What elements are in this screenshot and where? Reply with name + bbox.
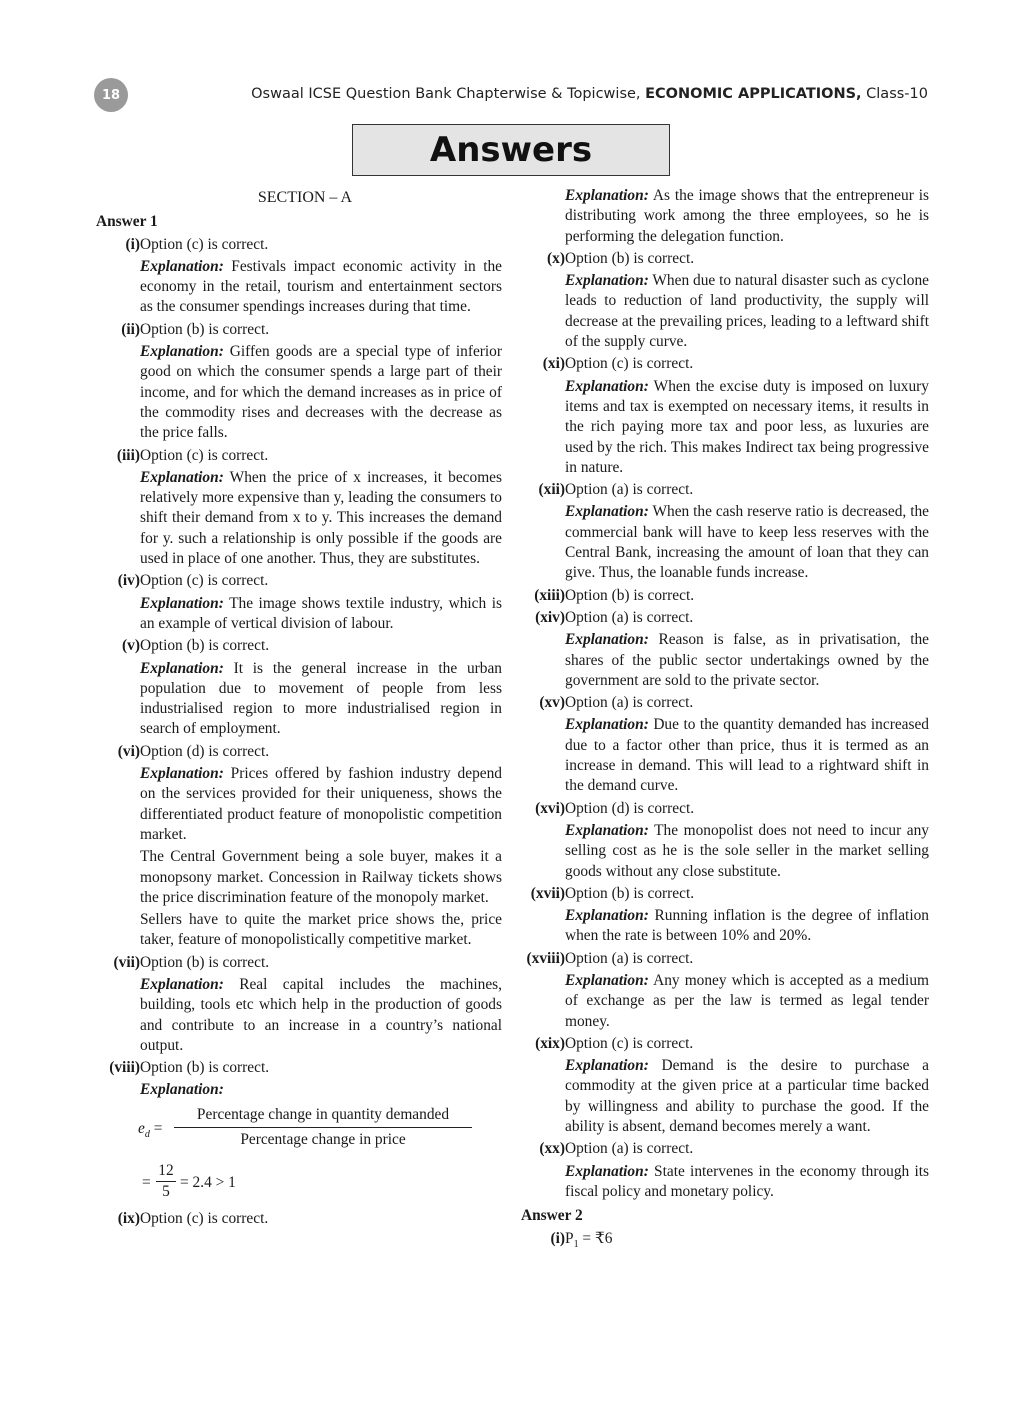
explanation-label: Explanation: — [140, 659, 224, 677]
option-text: Option (b) is correct. — [140, 637, 270, 655]
answer-item — [521, 799, 929, 882]
option-text: Option (d) is correct. — [565, 799, 695, 817]
price-subscript: 1 — [573, 1238, 579, 1250]
answer-item — [96, 446, 502, 570]
item-number: (vi) — [117, 742, 140, 760]
option-text: Option (c) is correct. — [565, 355, 694, 373]
answer-item — [521, 884, 929, 947]
explanation — [521, 1162, 929, 1203]
answer-1-heading: Answer 1 — [96, 213, 158, 231]
explanation-text: Any money which is accepted as a medium of exchange as per the law is termed as legal tender money. — [565, 971, 929, 1030]
explanation-text: Giffen goods are a special type of inferior good on which the consumer spends a large part of their income, and for which the demand increases as in price of the commodity rises and decreases with the decrease as the price falls. — [140, 343, 502, 442]
price-symbol: P — [565, 1229, 574, 1247]
explanation — [96, 468, 502, 569]
explanation-label: Explanation: — [565, 821, 649, 839]
option-text: Option (b) is correct. — [565, 884, 695, 902]
explanation-label: Explanation: — [565, 1057, 649, 1075]
formula-lhs — [138, 1119, 162, 1145]
answer-item — [521, 1229, 929, 1255]
explanation-label: Explanation: — [140, 468, 224, 486]
explanation-label: Explanation: — [565, 716, 649, 734]
explanation-text: As the image shows that the entrepreneur is distributing work among the three employees, so he is performing the delegation function. — [565, 187, 929, 245]
explanation-label: Explanation: — [565, 377, 649, 395]
answer-item — [521, 1034, 929, 1137]
explanation-text: Prices offered by fashion industry depend on the services provided for their uniqueness, shows the differentiated product feature of monopolistic competition market. — [140, 765, 502, 843]
item-number: (i) — [550, 1229, 565, 1247]
explanation-paragraph: Sellers have to quite the market price shows the, price taker, feature of monopolistically competitive market. — [140, 911, 502, 949]
explanation-text: When the cash reserve ratio is decreased, the commercial bank will have to keep less reserves with the Central Bank, increasing the amount of loan that they can give. Thus, the loanable funds increase. — [565, 503, 929, 582]
item-number: (i) — [125, 235, 140, 253]
answer-item — [96, 636, 502, 739]
item-number: (xx) — [539, 1140, 565, 1158]
page-number-badge: 18 — [94, 78, 128, 112]
explanation — [96, 257, 502, 318]
item-number: (xiii) — [534, 586, 565, 604]
formula-eq: = — [149, 1119, 163, 1137]
explanation-label: Explanation: — [140, 1081, 224, 1099]
explanation-text: When due to natural disaster such as cyclone leads to reduction of land productivity, the supply will decrease at the prevailing prices, leading to a leftward shift of the supply curve. — [565, 272, 929, 351]
explanation — [96, 975, 502, 1056]
explanation-label: Explanation: — [140, 975, 224, 993]
answer-item — [521, 480, 929, 583]
running-head-plain: Oswaal ICSE Question Bank Chapterwise & Topicwise, — [251, 86, 646, 102]
answer-item — [96, 320, 502, 444]
left-column — [96, 186, 502, 1229]
explanation-text: Reason is false, as in privatisation, the shares of the public sector undertakings owned by the government are sold to the private sector. — [565, 631, 929, 689]
explanation-text: It is the general increase in the urban population due to movement of people from less industrialised region to more industrialised region in search of employment. — [140, 659, 502, 738]
item-number: (xii) — [538, 481, 565, 499]
item-number: (xviii) — [526, 949, 565, 967]
option-text: Option (a) is correct. — [565, 1140, 694, 1158]
item-number: (iv) — [117, 572, 140, 590]
elasticity-formula — [96, 1105, 502, 1159]
option-text: Option (a) is correct. — [565, 608, 694, 626]
explanation-text: Real capital includes the machines, building, tools etc which help in the production of goods and contribute to an increase in a country’s national output. — [140, 975, 502, 1054]
explanation-label: Explanation: — [140, 343, 224, 361]
answer-item — [521, 586, 929, 606]
explanation-text: The image shows textile industry, which is an example of vertical division of labour. — [140, 594, 502, 632]
running-head-bold: ECONOMIC APPLICATIONS, — [645, 86, 862, 102]
option-text: Option (c) is correct. — [565, 1034, 694, 1052]
answer-item — [521, 693, 929, 796]
formula-denominator: Percentage change in price — [240, 1131, 406, 1149]
explanation — [521, 971, 929, 1032]
explanation-paragraph: The Central Government being a sole buyer, makes it a monopsony market. Concession in Railway tickets shows the price discrimination feature of the monopoly market. — [140, 848, 502, 906]
explanation-text: State intervenes in the economy through its fiscal policy and monetary policy. — [565, 1162, 929, 1200]
option-text: Option (d) is correct. — [140, 742, 270, 760]
explanation-label: Explanation: — [565, 631, 649, 649]
item-number: (x) — [547, 249, 565, 267]
answer-item — [521, 249, 929, 352]
section-title: SECTION – A — [257, 189, 353, 206]
formula-fraction — [174, 1105, 472, 1151]
explanation-text: Demand is the desire to purchase a commodity at the given price at a particular time backed by willingness and ability to purchase the good. If the ability is absent, demand becomes merely a want. — [565, 1057, 929, 1136]
elasticity-calculation — [96, 1161, 502, 1207]
explanation-label: Explanation: — [565, 1162, 649, 1180]
explanation-label: Explanation: — [140, 594, 224, 612]
explanation — [96, 342, 502, 443]
item-number: (xv) — [539, 694, 565, 712]
explanation — [521, 377, 929, 478]
explanation — [521, 715, 929, 796]
explanation — [521, 1056, 929, 1137]
explanation — [96, 1080, 502, 1100]
calc-eq: = — [142, 1173, 151, 1191]
answers-title: Answers — [352, 124, 670, 176]
item-number: (iii) — [116, 446, 140, 464]
option-text: Option (b) is correct. — [565, 586, 695, 604]
option-text: Option (b) is correct. — [565, 249, 695, 267]
formula-numerator: Percentage change in quantity demanded — [174, 1105, 472, 1128]
option-text: Option (c) is correct. — [140, 446, 269, 464]
explanation — [521, 630, 929, 691]
item-number: (vii) — [113, 953, 140, 971]
explanation — [96, 659, 502, 740]
answer-item — [521, 1139, 929, 1202]
item-number: (xvii) — [530, 884, 565, 902]
item-number: (xix) — [535, 1034, 565, 1052]
explanation-text: When the price of x increases, it becomes relatively more expensive than y, leading the consumers to shift their demand from x to y. This increases the demand for y. such a relationship is only possible if the goods are used in place of one another. Thus, they are substitutes. — [140, 468, 502, 568]
explanation — [521, 502, 929, 583]
price-value: = ₹6 — [578, 1229, 613, 1247]
answer-item — [521, 608, 929, 691]
option-text: Option (a) is correct. — [565, 949, 694, 967]
item-number: (v) — [122, 637, 140, 655]
item-number: (ii) — [121, 320, 140, 338]
explanation — [521, 821, 929, 882]
formula-sub: d — [144, 1128, 150, 1140]
option-text: Option (b) is correct. — [140, 1059, 270, 1077]
explanation-label: Explanation: — [565, 503, 649, 521]
formula-e: e — [138, 1119, 145, 1137]
option-text: Option (c) is correct. — [140, 1209, 269, 1227]
explanation-label: Explanation: — [140, 765, 224, 783]
option-text: Option (a) is correct. — [565, 694, 694, 712]
answer-item — [96, 742, 502, 951]
right-column — [521, 186, 929, 1255]
calc-denominator: 5 — [162, 1183, 170, 1201]
explanation-text: When the excise duty is imposed on luxury items and tax is exempted on necessary items, it results in the rich paying more tax and poor less, as luxuries are used by the rich. This makes Indirect tax being progressive in nature. — [565, 377, 929, 476]
running-head — [251, 86, 928, 102]
item-number: (ix) — [117, 1209, 140, 1227]
answer-item — [96, 235, 502, 318]
calc-numerator: 12 — [156, 1161, 176, 1182]
explanation-label: Explanation: — [565, 907, 649, 925]
explanation-label: Explanation: — [565, 971, 649, 989]
answer-2-heading: Answer 2 — [521, 1207, 583, 1225]
explanation — [521, 906, 929, 947]
explanation-label: Explanation: — [565, 187, 649, 204]
explanation-text: The monopolist does not need to incur any selling cost as he is the sole seller in the market selling goods without any close substitute. — [565, 821, 929, 880]
answer-item — [96, 571, 502, 634]
answer-item — [521, 949, 929, 1032]
explanation — [521, 186, 929, 247]
answer-item — [521, 354, 929, 478]
explanation — [96, 764, 502, 845]
calc-fraction — [156, 1161, 176, 1203]
explanation-label: Explanation: — [565, 272, 649, 290]
explanation-text: Festivals impact economic activity in the economy in the retail, tourism and entertainment sectors as the consumer spendings increases during that time. — [140, 257, 502, 316]
explanation-text: Running inflation is the degree of inflation when the rate is between 10% and 20%. — [565, 907, 929, 945]
option-text: Option (b) is correct. — [140, 320, 270, 338]
explanation-label: Explanation: — [140, 257, 224, 275]
explanation — [521, 271, 929, 352]
calc-result: = 2.4 > 1 — [180, 1173, 236, 1191]
answer-item — [96, 953, 502, 1056]
explanation — [96, 594, 502, 635]
option-text — [521, 1229, 929, 1255]
item-number: (xvi) — [535, 799, 565, 817]
option-text: Option (c) is correct. — [140, 235, 269, 253]
option-text: Option (a) is correct. — [565, 481, 694, 499]
answer-item — [96, 1058, 502, 1207]
option-text: Option (c) is correct. — [140, 572, 269, 590]
running-head-tail: Class-10 — [861, 86, 928, 102]
explanation-text: Due to the quantity demanded has increased due to a factor other than price, thus it is termed as an increase in demand. This will lead to a rightward shift in the demand curve. — [565, 716, 929, 795]
option-text: Option (b) is correct. — [140, 953, 270, 971]
answer-item — [96, 1209, 502, 1229]
item-number: (viii) — [109, 1059, 140, 1077]
item-number: (xi) — [542, 355, 565, 373]
item-number: (xiv) — [535, 608, 565, 626]
